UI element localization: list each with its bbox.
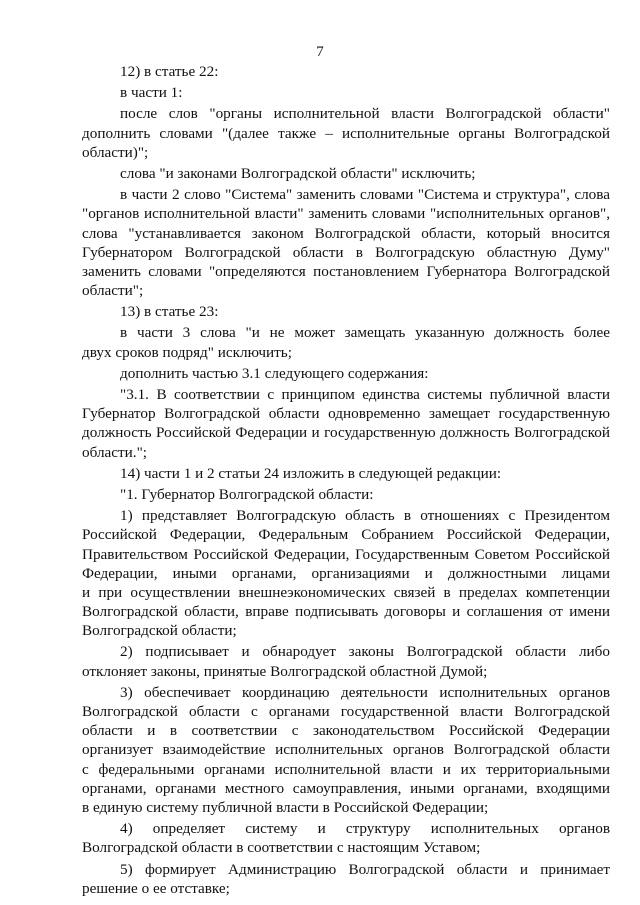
page-number: 7 — [316, 44, 324, 60]
text-line: "3.1. В соответствии с принципом единства системы публичной власти — [120, 386, 610, 403]
paragraph — [82, 62, 610, 81]
text-line: 4) определяет систему и структуру исполнительных органов — [120, 820, 610, 838]
text-line: слова "и законами Волгоградской области" исключить; — [120, 164, 476, 182]
text-line: 13) в статье 23: — [120, 303, 219, 321]
text-line: 12) в статье 22: — [120, 63, 219, 80]
text-line: органами, органами местного самоуправления, иными органами, входящими — [82, 779, 610, 797]
text-line: Волгоградской области, вправе подписывать договоры и соглашения от имени — [82, 603, 610, 621]
text-line: и при осуществлении внешнеэкономических связей в пределах компетенции — [82, 583, 610, 601]
document-body — [82, 62, 610, 898]
text-line: в части 3 слова "и не может замещать указанную должность более — [120, 324, 610, 342]
paragraph — [82, 323, 610, 361]
text-line: "органов исполнительной власти" заменить словами "исполнительных органов", — [82, 205, 610, 223]
text-line: Федерации, иными органами, организациями и должностными лицами — [82, 564, 610, 582]
paragraph — [82, 104, 610, 162]
text-line: решение о ее отставке; — [82, 879, 230, 897]
paragraph — [82, 860, 610, 898]
text-line: 5) формирует Администрацию Волгоградской области и принимает — [120, 860, 610, 878]
text-line: 14) части 1 и 2 статьи 24 изложить в следующей редакции: — [120, 464, 502, 482]
paragraph — [82, 642, 610, 680]
paragraph — [82, 819, 610, 857]
text-line: слова "устанавливается законом Волгоградской области, который вносится — [82, 224, 610, 242]
text-line: дополнить частью 3.1 следующего содержания: — [120, 364, 429, 382]
text-line: отклоняет законы, принятые Волгоградской областной Думой; — [82, 662, 488, 680]
text-line: в части 1: — [120, 84, 183, 102]
paragraph — [82, 464, 610, 483]
text-line: двух сроков подряд" исключить; — [82, 343, 292, 361]
text-line: дополнить словами "(далее также – исполнительные органы Волгоградской — [82, 124, 610, 142]
text-line: заменить словами "определяются постановлением Губернатора Волгоградской — [82, 262, 610, 280]
text-line: организует взаимодействие исполнительных органов Волгоградской области — [82, 741, 610, 759]
text-line: в единую систему публичной власти в Российской Федерации; — [82, 798, 489, 816]
paragraph — [82, 683, 610, 817]
paragraph — [82, 506, 610, 640]
text-line: с федеральными органами исполнительной власти и их территориальными — [82, 760, 610, 778]
text-line: должность Российской Федерации и государственную должность Волгоградской — [82, 424, 610, 442]
text-line: Волгоградской области в соответствии с настоящим Уставом; — [82, 839, 481, 857]
text-line: 3) обеспечивает координацию деятельности исполнительных органов — [120, 683, 610, 701]
paragraph — [82, 485, 610, 504]
paragraph — [82, 164, 610, 183]
text-line: после слов "органы исполнительной власти Волгоградской области" — [120, 105, 610, 123]
text-line: области."; — [82, 443, 147, 461]
text-line: "1. Губернатор Волгоградской области: — [120, 485, 374, 503]
text-line: в части 2 слово "Система" заменить словами "Система и структура", слова — [120, 186, 610, 204]
paragraph — [82, 185, 610, 300]
text-line: 2) подписывает и обнародует законы Волгоградской области либо — [120, 643, 610, 661]
text-line: области и в соответствии с законодательством Российской Федерации — [82, 722, 610, 740]
text-line: Волгоградской области с органами государственной власти Волгоградской — [82, 703, 610, 720]
text-line: области)"; — [82, 143, 149, 161]
text-line: Правительством Российской Федерации, Государственным Советом Российской — [82, 545, 610, 563]
text-line: Губернатор Волгоградской области одновременно замещает государственную — [82, 405, 610, 423]
paragraph — [82, 83, 610, 102]
paragraph — [82, 385, 610, 462]
text-line: Губернатором Волгоградской области в Волгоградскую областную Думу" — [82, 243, 610, 261]
paragraph — [82, 302, 610, 321]
text-line: области"; — [82, 282, 144, 300]
text-line: 1) представляет Волгоградскую область в отношениях с Президентом — [120, 507, 610, 525]
paragraph — [82, 364, 610, 383]
text-line: Волгоградской области; — [82, 622, 237, 640]
text-line: Российской Федерации, Федеральным Собранием Российской Федерации, — [82, 526, 610, 544]
